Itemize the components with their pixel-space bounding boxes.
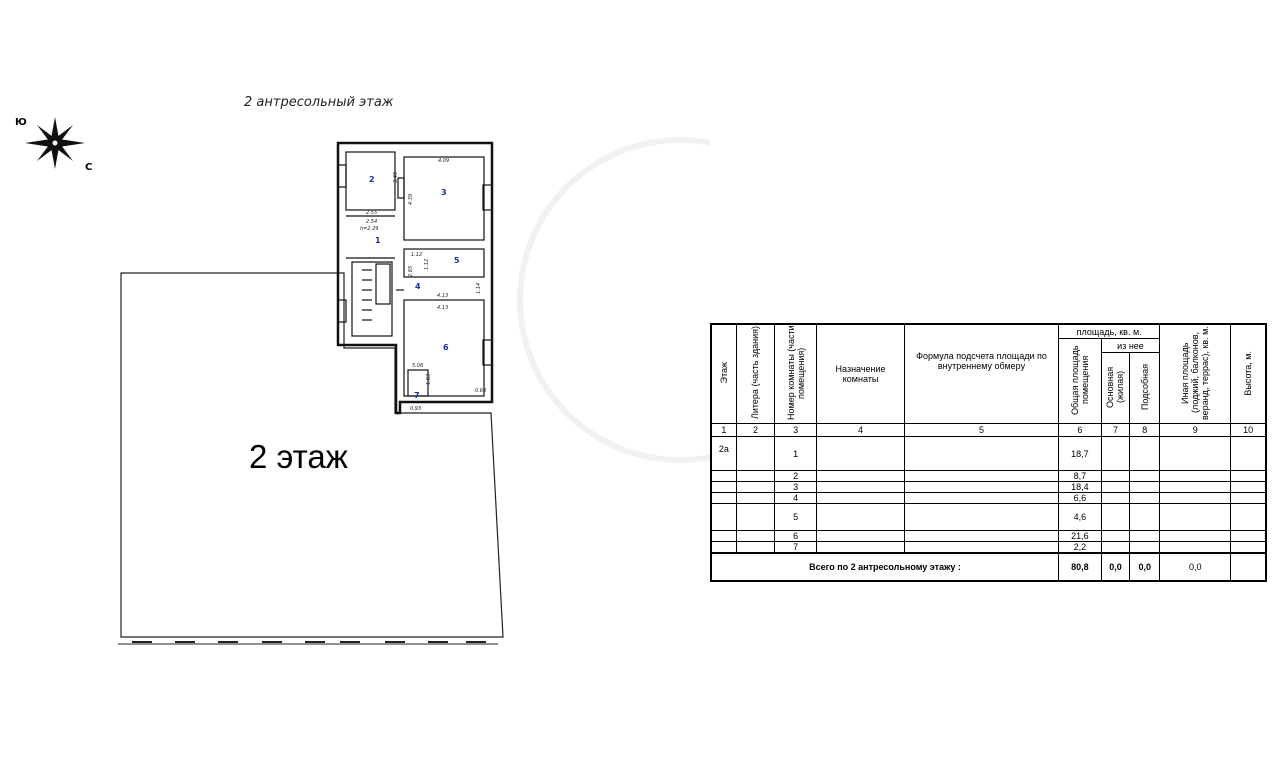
- header-area-group: площадь, кв. м.: [1059, 324, 1160, 339]
- table-row: 3 18,4: [711, 482, 1266, 493]
- room-number-7: 7: [414, 391, 420, 400]
- svg-text:1.12: 1.12: [411, 252, 423, 258]
- svg-text:0.93: 0.93: [410, 406, 422, 412]
- svg-text:2.55: 2.55: [366, 210, 378, 216]
- header-litera: Литера (часть здания): [736, 324, 775, 424]
- room-number-2: 2: [369, 175, 375, 184]
- room-number-5: 5: [454, 256, 460, 265]
- mezzanine-walls: [338, 143, 492, 413]
- svg-text:h=2.29: h=2.29: [360, 226, 379, 232]
- svg-text:3.40: 3.40: [393, 171, 399, 183]
- total-row: [711, 553, 1266, 581]
- floor-label: 2 этаж: [249, 438, 348, 475]
- table-row: 2а 1 18,7: [711, 437, 1266, 471]
- compass-north-label: С: [85, 162, 93, 173]
- svg-text:2.54: 2.54: [366, 219, 378, 225]
- total-other: 0,0: [1160, 553, 1231, 581]
- table-row: 2 8,7: [711, 471, 1266, 482]
- room-number-6: 6: [443, 343, 449, 352]
- total-label: Всего по 2 антресольному этажу :: [711, 553, 1059, 581]
- table-row: 5 4,6: [711, 504, 1266, 531]
- room-number-1: 1: [375, 236, 381, 245]
- watermark: [520, 140, 710, 460]
- svg-text:1.12: 1.12: [424, 258, 430, 270]
- explication-table: [710, 323, 1267, 582]
- table-row: 6 21,6: [711, 531, 1266, 542]
- svg-text:4.13: 4.13: [437, 305, 449, 311]
- svg-text:2.85: 2.85: [408, 265, 414, 277]
- total-main: 0,0: [1101, 553, 1130, 581]
- header-of-which: из нее: [1101, 339, 1160, 353]
- svg-text:4.09: 4.09: [438, 158, 450, 164]
- header-total-area: Общая площадь помещения: [1059, 339, 1102, 424]
- header-main: Основная (жилая): [1101, 353, 1130, 424]
- svg-text:4.13: 4.13: [437, 293, 449, 299]
- header-room-no: Номер комнаты (части помещения): [775, 324, 817, 424]
- room-number-3: 3: [441, 188, 447, 197]
- header-height: Высота, м.: [1231, 324, 1266, 424]
- column-numbers-row: 1 2 3 4 5 6 7 8 9 10: [711, 424, 1266, 437]
- svg-text:1.14: 1.14: [476, 282, 482, 294]
- svg-text:1.83: 1.83: [426, 373, 432, 385]
- compass-rose-icon: [25, 117, 85, 169]
- room-number-4: 4: [415, 282, 421, 291]
- total-aux: 0,0: [1130, 553, 1160, 581]
- header-other: Иная площадь (лоджий, балконов, веранд, террас), кв. м.: [1160, 324, 1231, 424]
- svg-text:4.39: 4.39: [408, 193, 414, 205]
- header-floor: Этаж: [711, 324, 736, 424]
- compass-south-label: Ю: [15, 117, 27, 128]
- svg-text:5.08: 5.08: [412, 363, 424, 369]
- total-area: 80,8: [1059, 553, 1102, 581]
- header-purpose: Назначение комнаты: [817, 324, 905, 424]
- header-formula: Формула подсчета площади по внутреннему обмеру: [904, 324, 1058, 424]
- plan-title: 2 антресольный этаж: [244, 95, 394, 110]
- header-aux: Подсобная: [1130, 353, 1160, 424]
- table-row: 4 6,6: [711, 493, 1266, 504]
- table-row: 7 2,2: [711, 542, 1266, 554]
- svg-text:0.68: 0.68: [475, 388, 487, 394]
